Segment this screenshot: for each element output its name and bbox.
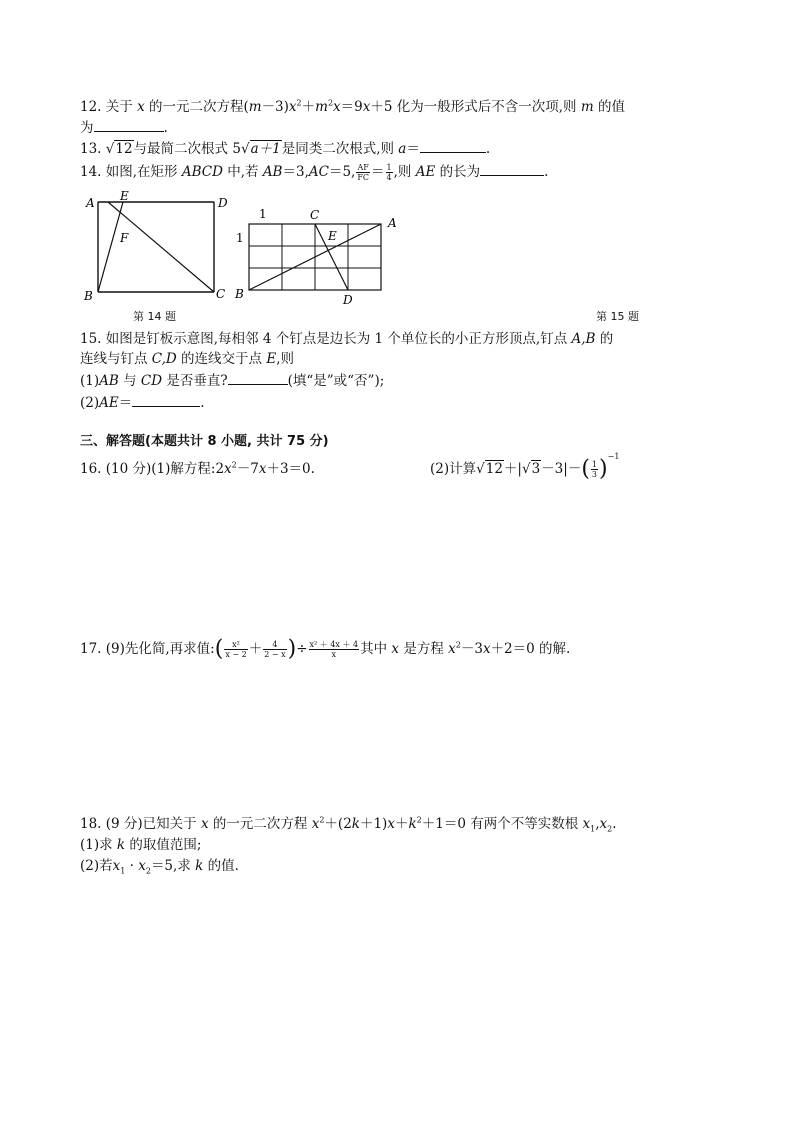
question-15-part1: (1)AB 与 CD 是否垂直? (填“是”或“否”); xyxy=(80,373,385,389)
question-17: 17. (9)先化简,再求值:( $\frac{\text{x²}}{x - 2}$ ＋ $\frac{4}{2 - x}$ )÷ $\frac{\text{x² ＋ 4x ＋ 4}}{x}$ 其中 x 是方程 $x^2-3x+2=0$ 的解. xyxy=(80,636,571,662)
fraction-one-third: $\frac{1}{3}$ xyxy=(591,460,598,479)
fraction-af-fc: $\frac{AF}{FC}$ xyxy=(357,163,370,182)
label-E: E xyxy=(120,190,129,203)
label-A: A xyxy=(388,216,397,230)
question-18-part2: (2)若$x_1 \cdot x_2=5$,求 k 的值. xyxy=(80,858,239,876)
question-15-line2: 连线与钉点 C,D 的连线交于点 E,则 xyxy=(80,351,295,367)
label-C: C xyxy=(310,208,320,222)
figure-14-rectangle xyxy=(78,190,238,305)
label-F: F xyxy=(120,231,129,245)
fraction-x2-over-x-minus-2: $\frac{\text{x²}}{x - 2}$ xyxy=(225,640,247,659)
question-12-line2: 为 . xyxy=(80,120,168,136)
unit-label-top: 1 xyxy=(259,207,267,221)
question-14: 14. 如图,在矩形 ABCD 中,若 AB＝3,AC＝5, $\frac{AF}{FC}$ ＝ $\frac{1}{4}$ ,则 AE 的长为 . xyxy=(80,163,549,182)
label-E: E xyxy=(328,229,337,243)
question-18: 18. (9 分)已知关于 x 的一元二次方程 $x^2+(2k+1)x+k^2+1=0$ 有两个不等实数根 $x_1,x_2$. xyxy=(80,815,617,834)
figure-15-pegboard xyxy=(232,204,407,309)
question-18-part1: (1)求 k 的取值范围; xyxy=(80,837,202,853)
question-15-line1: 15. 如图是钉板示意图,每相邻 4 个钉点是边长为 1 个单位长的小正方形顶点,钉点 A,B 的 xyxy=(80,331,614,347)
figure-14-caption: 第 14 题 xyxy=(133,310,176,323)
answer-blank[interactable] xyxy=(480,162,544,176)
answer-blank[interactable] xyxy=(132,393,200,407)
answer-blank[interactable] xyxy=(420,139,486,153)
label-D: D xyxy=(218,196,228,210)
fraction-quadratic-over-x: $\frac{\text{x² ＋ 4x ＋ 4}}{x}$ xyxy=(309,640,359,659)
answer-blank[interactable] xyxy=(94,118,164,132)
label-C: C xyxy=(216,287,226,301)
label-D: D xyxy=(343,293,353,307)
label-B: B xyxy=(84,289,93,303)
fraction-one-quarter: $\frac{1}{4}$ xyxy=(386,163,392,182)
question-16: 16. (10 分)(1)解方程$:2x^2-7x+3=0$. xyxy=(80,460,315,477)
question-16-part2: (2)计算√12＋|√3－3|－( $\frac{1}{3}$ )$^{-1}$ xyxy=(430,451,620,482)
unit-label-left: 1 xyxy=(236,231,244,245)
section-3-heading: 三、解答题(本题共计 8 小题, 共计 75 分) xyxy=(80,434,329,449)
label-B: B xyxy=(235,287,244,301)
question-15-part2: (2)AE＝ . xyxy=(80,395,205,411)
label-A: A xyxy=(86,196,95,210)
question-13: 13. √12与最简二次根式 5√a＋1是同类二次根式,则 a＝ . xyxy=(80,141,491,157)
figure-15-caption: 第 15 题 xyxy=(596,310,639,323)
answer-blank[interactable] xyxy=(228,371,288,385)
fraction-4-over-2-minus-x: $\frac{4}{2 - x}$ xyxy=(264,640,286,659)
question-12-line1: 12. 关于 x 的一元二次方程$(m-3)x^2+m^2x=9x+5$ 化为一般形式后不含一次项,则 m 的值 xyxy=(80,98,625,115)
